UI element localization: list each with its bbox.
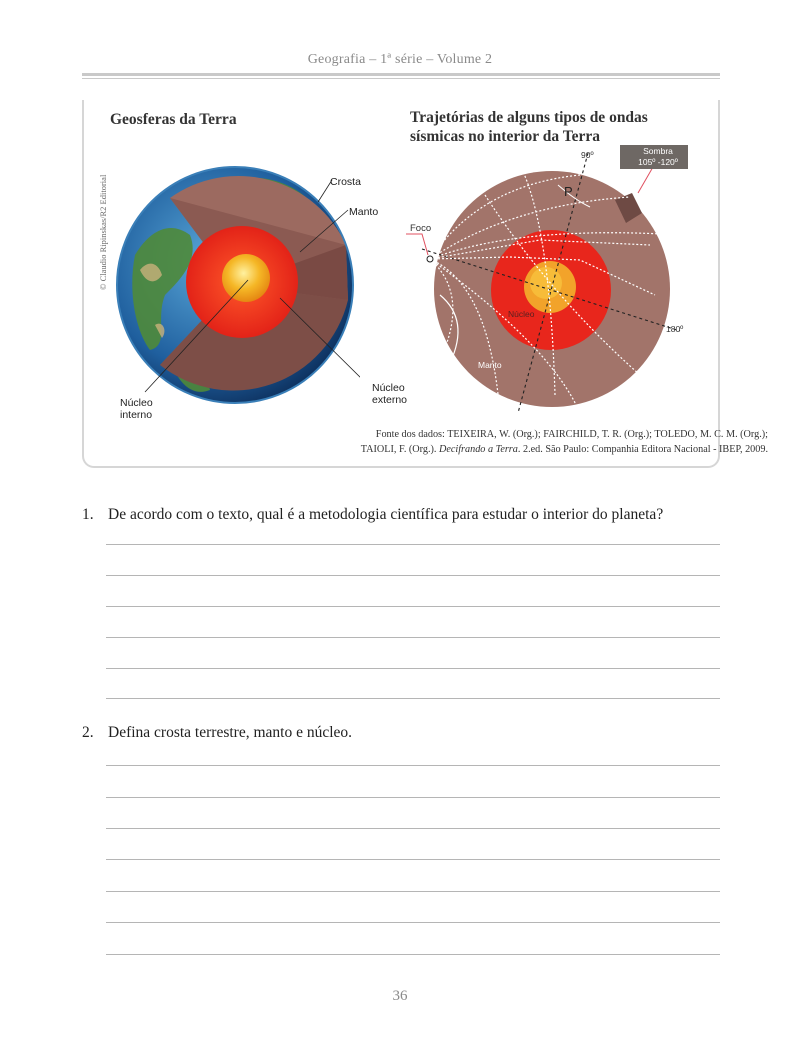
label-nucleo-diagram: Núcleo bbox=[508, 309, 535, 319]
earth-cutaway-illustration bbox=[110, 160, 360, 410]
question-2 bbox=[82, 724, 352, 742]
answer-line[interactable] bbox=[106, 954, 720, 955]
image-credit: © Claudio Ripinskas/R2 Editorial bbox=[98, 174, 108, 290]
label-foco: Foco bbox=[410, 223, 432, 234]
inner-core bbox=[222, 254, 270, 302]
source-line2 bbox=[361, 443, 768, 458]
answer-line[interactable] bbox=[106, 765, 720, 766]
focus-point bbox=[427, 256, 433, 262]
question-1 bbox=[82, 506, 663, 524]
label-nucleo-interno-2: interno bbox=[120, 409, 153, 421]
source-title: Decifrando a Terra bbox=[439, 443, 518, 455]
source-line1: Fonte dos dados: TEIXEIRA, W. (Org.); FAIRCHILD, T. R. (Org.); TOLEDO, M. C. M. (Org.); bbox=[375, 429, 768, 440]
running-head: Geografia – 1ª série – Volume 2 bbox=[307, 52, 493, 67]
label-p-wave: P bbox=[564, 184, 573, 199]
label-nucleo-externo-2: externo bbox=[372, 394, 408, 406]
figure-source bbox=[361, 428, 768, 457]
question-1-text: De acordo com o texto, qual é a metodologia científica para estudar o interior do planeta? bbox=[108, 506, 664, 523]
answer-line[interactable] bbox=[106, 544, 720, 545]
question-2-text: Defina crosta terrestre, manto e núcleo. bbox=[108, 724, 353, 741]
answer-line[interactable] bbox=[106, 797, 720, 798]
figure-right-title-line1: Trajetórias de alguns tipos de ondas bbox=[410, 109, 648, 126]
label-sombra-1: Sombra bbox=[643, 146, 673, 156]
figure-right-title-line2: sísmicas no interior da Terra bbox=[410, 128, 601, 145]
label-90-degrees: 90º bbox=[581, 150, 594, 160]
header-rule-thick bbox=[82, 73, 720, 76]
label-sombra-2: 105º -120º bbox=[638, 157, 678, 167]
source-line2-post: . 2.ed. São Paulo: Companhia Editora Nacional - IBEP, 2009. bbox=[517, 443, 768, 455]
page-number: 36 bbox=[392, 988, 408, 1004]
label-crosta: Crosta bbox=[330, 176, 361, 188]
figure-left-title: Geosferas da Terra bbox=[110, 111, 237, 128]
header-rule-thin bbox=[82, 78, 720, 79]
answer-line[interactable] bbox=[106, 828, 720, 829]
label-nucleo-externo-1: Núcleo bbox=[372, 382, 405, 394]
seismic-waves-diagram bbox=[400, 145, 700, 420]
answer-line[interactable] bbox=[106, 859, 720, 860]
answer-line[interactable] bbox=[106, 922, 720, 923]
answer-line[interactable] bbox=[106, 891, 720, 892]
source-line2-pre: TAIOLI, F. (Org.). bbox=[360, 443, 439, 455]
answer-line[interactable] bbox=[106, 698, 720, 699]
answer-line[interactable] bbox=[106, 575, 720, 576]
label-manto: Manto bbox=[349, 206, 379, 218]
label-manto-diagram: Manto bbox=[478, 360, 502, 370]
answer-line[interactable] bbox=[106, 637, 720, 638]
label-nucleo-interno-1: Núcleo bbox=[120, 397, 153, 409]
question-2-number: 2. bbox=[82, 724, 94, 741]
answer-line[interactable] bbox=[106, 668, 720, 669]
label-180-degrees: 180º bbox=[666, 324, 684, 334]
answer-line[interactable] bbox=[106, 606, 720, 607]
question-1-number: 1. bbox=[82, 506, 94, 523]
